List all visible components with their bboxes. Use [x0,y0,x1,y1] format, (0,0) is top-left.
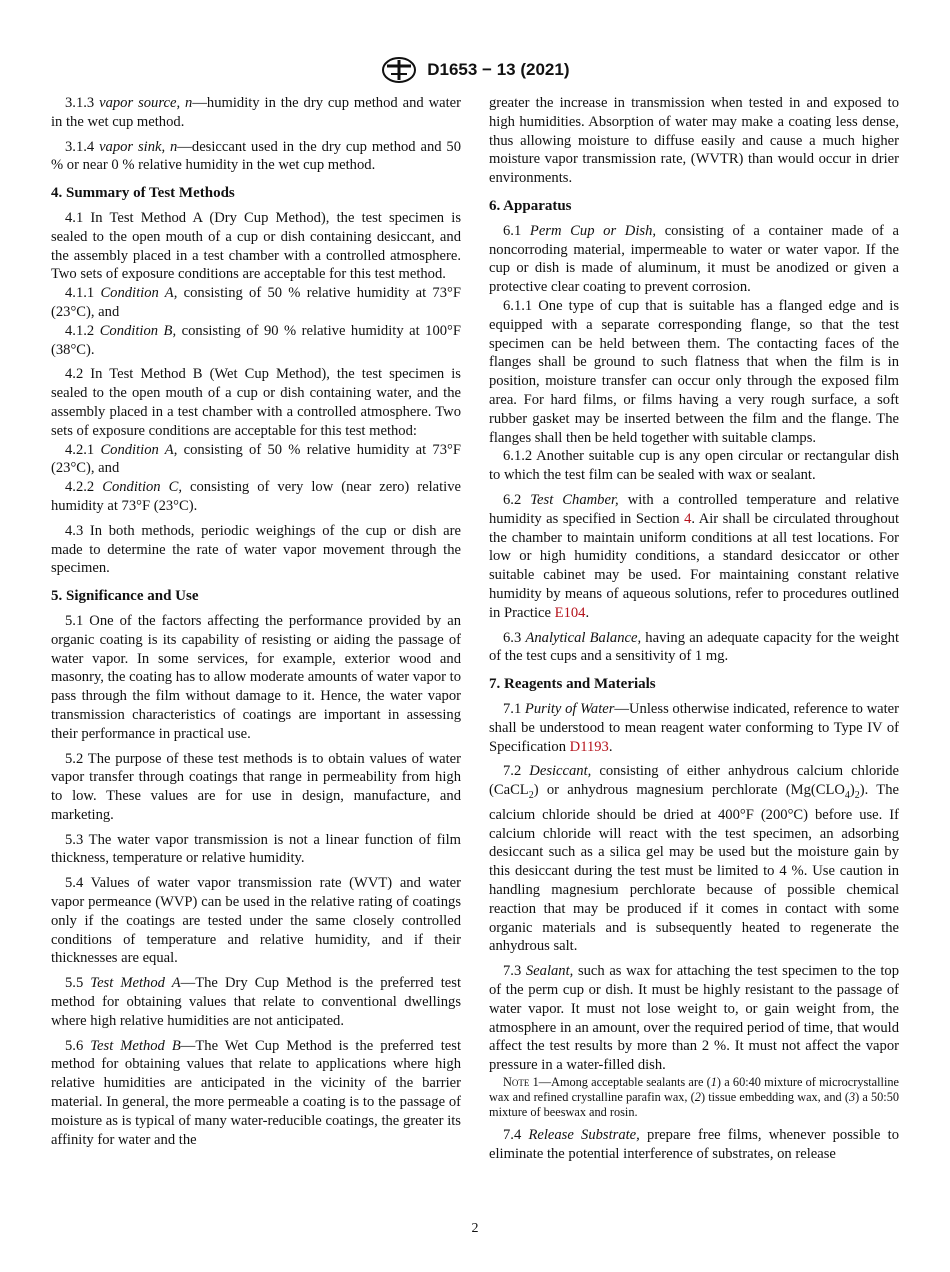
definition-3-1-3: 3.1.3 vapor source, n—humidity in the dry cup method and water in the wet cup method. [51,95,461,130]
section-4-link[interactable]: 4 [684,510,692,527]
e104-link[interactable]: E104 [554,604,586,621]
para-5-5: 5.5 Test Method A—The Dry Cup Method is the preferred test method for obtaining values that relate to conventional dwellings where high relative humidities are not anticipated. [51,975,461,1029]
para-6-1: 6.1 Perm Cup or Dish, consisting of a container made of a noncorroding material, impermeable to water or water vapor. If the cup or dish is made of aluminum, it must be anodized or given a protective clear coating to prevent corrosion. [489,222,900,296]
para-6-1-2: 6.1.2 Another suitable cup is any open circular or rectangular dish to which the test film can be sealed with wax or sealant. [489,448,899,484]
astm-logo-icon [381,56,417,84]
note-1: Note 1—Among acceptable sealants are (1) a 60:40 mixture of microcrystalline wax and refined crystalline parafin wax, (2) tissue embedding wax, and (3) a 50:50 mixture of beeswax and rosin. [489,1074,900,1119]
para-7-3: 7.3 Sealant, such as wax for attaching the test specimen to the top of the perm cup or dish. It must be highly resistant to the passage of water vapor. It must not lose weight to, or gain weight from, the atmosphere in an amount, over the required period of time, that would affect the test results by more than 2 %. It must not affect the vapor pressure in a water-filled dish. [489,963,899,1074]
para-7-4: 7.4 Release Substrate, prepare free films, whenever possible to eliminate the potential interference of substrates, on release [489,1126,900,1162]
section-4-heading: 4. Summary of Test Methods [51,185,235,202]
para-4-1-2: 4.1.2 Condition B, consisting of 90 % relative humidity at 100°F (38°C). [51,322,461,358]
d1193-link[interactable]: D1193 [569,738,609,755]
para-4-3: 4.3 In both methods, periodic weighings of the cup or dish are made to determine the rate of water vapor movement through the specimen. [51,522,461,577]
page-header [0,56,950,84]
page-number: 2 [471,1221,479,1236]
para-4-1-1: 4.1.1 Condition A, consisting of 50 % relative humidity at 73°F (23°C), and [51,285,461,320]
para-5-3: 5.3 The water vapor transmission is not a linear function of film thickness, temperature or relative humidity. [51,831,461,867]
para-5-6-continued: greater the increase in transmission when tested in and exposed to high humidities. Absorption of water may make a coating less dense, thus allowing moisture to diffuse easily and cause a much higher moisture vapor transmission rate, (WVTR) than would occur in drier environments. [489,95,899,187]
section-5-heading: 5. Significance and Use [51,588,199,605]
para-4-1: 4.1 In Test Method A (Dry Cup Method), the test specimen is sealed to the open mouth of a cup or dish containing desiccant, and the assembly placed in a test chamber with a controlled atmosphere. Two sets of exposure conditions are acceptable for this test method. [51,209,461,283]
para-6-3: 6.3 Analytical Balance, having an adequate capacity for the weight of the test cups and a sensitivity of 1 mg. [489,629,899,665]
para-6-1-1: 6.1.1 One type of cup that is suitable has a flanged edge and is equipped with a separate corresponding flange, so that the test specimen can be held between them. The contacting faces of the flanges shall be ground to such flatness that when the film is in position, moisture transfer can occur only through the exposed film area. For hard films, or films having a very rough surface, a soft rubber gasket may be inserted between the film and the flange. The flanges shall then be held together with suitable clamps. [489,297,899,446]
para-5-2: 5.2 The purpose of these test methods is to obtain values of water vapor transfer through coatings that range in permeability from high to low. These values are for use in design, manufacture, and marketing. [51,750,461,823]
para-4-2-2: 4.2.2 Condition C, consisting of very low (near zero) relative humidity at 73°F (23°C). [51,479,462,514]
para-5-4: 5.4 Values of water vapor transmission rate (WVT) and water vapor permeance (WVP) can be used in the relative rating of coatings only if the coatings are tested under the same closely controlled conditions of temperature and relative humidity, and if their thicknesses are equal. [51,875,461,967]
para-5-1: 5.1 One of the factors affecting the performance provided by an organic coating is its capability of resisting or aiding the passage of water vapor. In some services, for example, exterior wood and masonry, the coating has to allow moderate amounts of water vapor to pass through the film without damage to it. Hence, the water vapor transmission characteristics of coatings are important in assessing their performance in practical use. [51,612,461,742]
designation: D1653 − 13 (2021) [427,60,570,79]
para-7-2: 7.2 Desiccant, consisting of either anhydrous calcium chloride (CaCL$_2$) or anhydrous magnesium perchlorate $(Mg(CLO_4)_2)$. The calcium chloride should be dried at 400°F (200°C) before use. If calcium chloride will react with the test specimen, an adsorbing desiccant such as a silica gel may be used but the moisture gain by this desiccant during the test must be limited to 4 %. Use caution in handling magnesium perchlorate because of possible chemical reaction that may be produced if it comes in contact with some organic materials and is subsequently heated to regenerate the anhydrous salt. [489,763,899,955]
section-6-heading: 6. Apparatus [489,197,572,214]
para-5-6: 5.6 Test Method B—The Wet Cup Method is the preferred test method for obtaining values that relate to applications where high relative humidities are anticipated in the vicinity of the barrier material. In general, the more permeable a coating is to the passage of moisture as is typical of many water-reducible coatings, the greater its affinity for water and the [51,1037,462,1148]
para-6-2: 6.2 Test Chamber, with a controlled temperature and relative humidity as specified in Section 4. Air shall be circulated throughout the chamber to maintain uniform conditions at all test locations. For low or high humidity conditions, a standard desiccator or other suitable cabinet may be used. For maintaining constant relative humidity by means of aqueous solutions, refer to procedures outlined in Practice E104. [489,491,899,621]
para-7-1: 7.1 Purity of Water—Unless otherwise indicated, reference to water shall be understood to mean reagent water conforming to Type IV of Specification D1193. [489,700,899,755]
right-column [489,94,899,1164]
para-4-2-1: 4.2.1 Condition A, consisting of 50 % relative humidity at 73°F (23°C), and [51,441,461,477]
section-7-heading: 7. Reagents and Materials [489,676,656,693]
left-column [51,94,461,1149]
para-4-2: 4.2 In Test Method B (Wet Cup Method), the test specimen is sealed to the open mouth of a cup or dish containing water, and the assembly placed in a test chamber with a controlled atmosphere. Two sets of exposure conditions are acceptable for this test method: [51,366,461,439]
definition-3-1-4: 3.1.4 vapor sink, n—desiccant used in the dry cup method and 50 % or near 0 % relative humidity in the wet cup method. [51,138,461,174]
